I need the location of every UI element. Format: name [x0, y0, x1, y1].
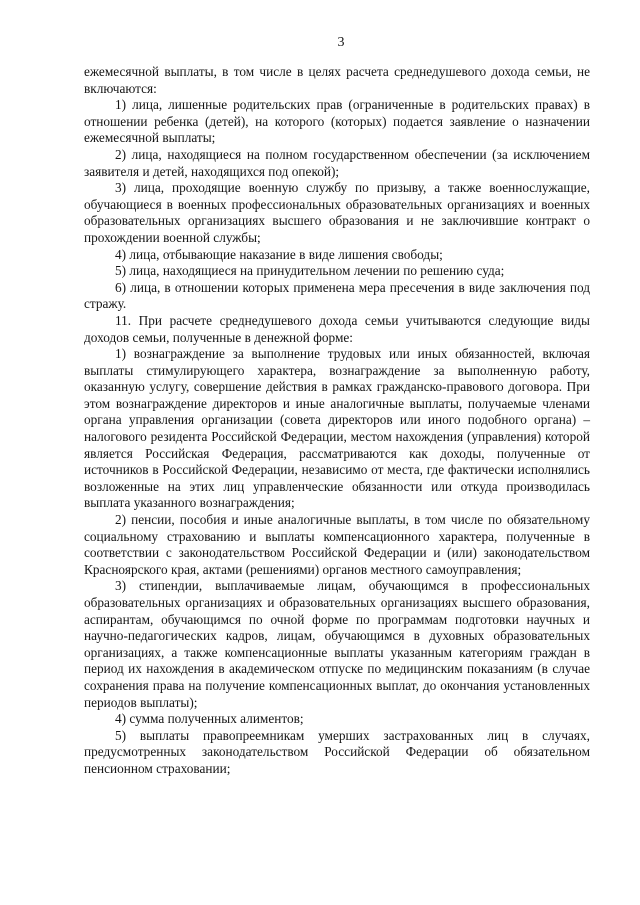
income-item-2: 2) пенсии, пособия и иные аналогичные выплаты, в том числе по обязательному социальному страхованию и выплаты компенсационного характера, полученные в соответствии с законодательством Российской Федерации и (или) законодательством Красноярского края, актами (решениями) органов местного самоуправления;: [84, 512, 590, 577]
list-item-3: 3) лица, проходящие военную службу по призыву, а также военнослужащие, обучающиеся в военных профессиональных образовательных организациях и военных образовательных организациях высшего образования и не заключившие контракт о прохождении военной службы;: [84, 180, 590, 245]
list-item-6: 6) лица, в отношении которых применена мера пресечения в виде заключения под стражу.: [84, 279, 590, 312]
list-item-5: 5) лица, находящиеся на принудительном лечении по решению суда;: [115, 263, 505, 279]
income-item-1: 1) вознаграждение за выполнение трудовых или иных обязанностей, включая выплаты стимулирующего характера, вознаграждение за выполненную работу, оказанную услугу, совершение действия в рамках гражданско-правового договора. При этом вознаграждение директоров и иные аналогичные выплаты, получаемые членами органа управления организации (совета директоров или иного подобного органа) – налогового резидента Российской Федерации, местом нахождения (управления) которой является Российская Федерация, рассматриваются как доходы, полученные от источников в Российской Федерации, независимо от места, где фактически исполнялись возложенные на этих лиц управленческие обязанности или откуда производилась выплата указанного вознаграждения;: [84, 346, 590, 511]
document-body: [84, 64, 590, 778]
list-item-4: 4) лица, отбывающие наказание в виде лишения свободы;: [115, 246, 443, 262]
list-item-2: 2) лица, находящиеся на полном государственном обеспечении (за исключением заявителя и детей, находящихся под опекой);: [84, 146, 590, 179]
paragraph-continuation: ежемесячной выплаты, в том числе в целях расчета среднедушевого дохода семьи, не включаются:: [84, 64, 590, 96]
income-item-4: 4) сумма полученных алиментов;: [115, 711, 304, 727]
income-item-3: 3) стипендии, выплачиваемые лицам, обучающимся в профессиональных образовательных организациях и образовательных организациях высшего образования, аспирантам, обучающимся по очной форме по программам подготовки научных и научно-педагогических кадров, лицам, обучающимся в духовных образовательных организациях, а также компенсационные выплаты указанным категориям граждан в период их нахождения в академическом отпуске по медицинским показаниям (в случае сохранения права на получение компенсационных выплат, до окончания установленных периодов выплаты);: [84, 578, 590, 710]
list-item-1: 1) лица, лишенные родительских прав (ограниченные в родительских правах) в отношении ребенка (детей), на которого (которых) подается заявление о назначении ежемесячной выплаты;: [84, 97, 590, 146]
income-item-5: 5) выплаты правопреемникам умерших застрахованных лиц в случаях, предусмотренных законодательством Российской Федерации об обязательном пенсионном страховании;: [84, 727, 590, 776]
page-number: 3: [337, 35, 345, 50]
section-11-heading-paragraph: 11. При расчете среднедушевого дохода семьи учитываются следующие виды доходов семьи, полученные в денежной форме:: [84, 312, 590, 345]
